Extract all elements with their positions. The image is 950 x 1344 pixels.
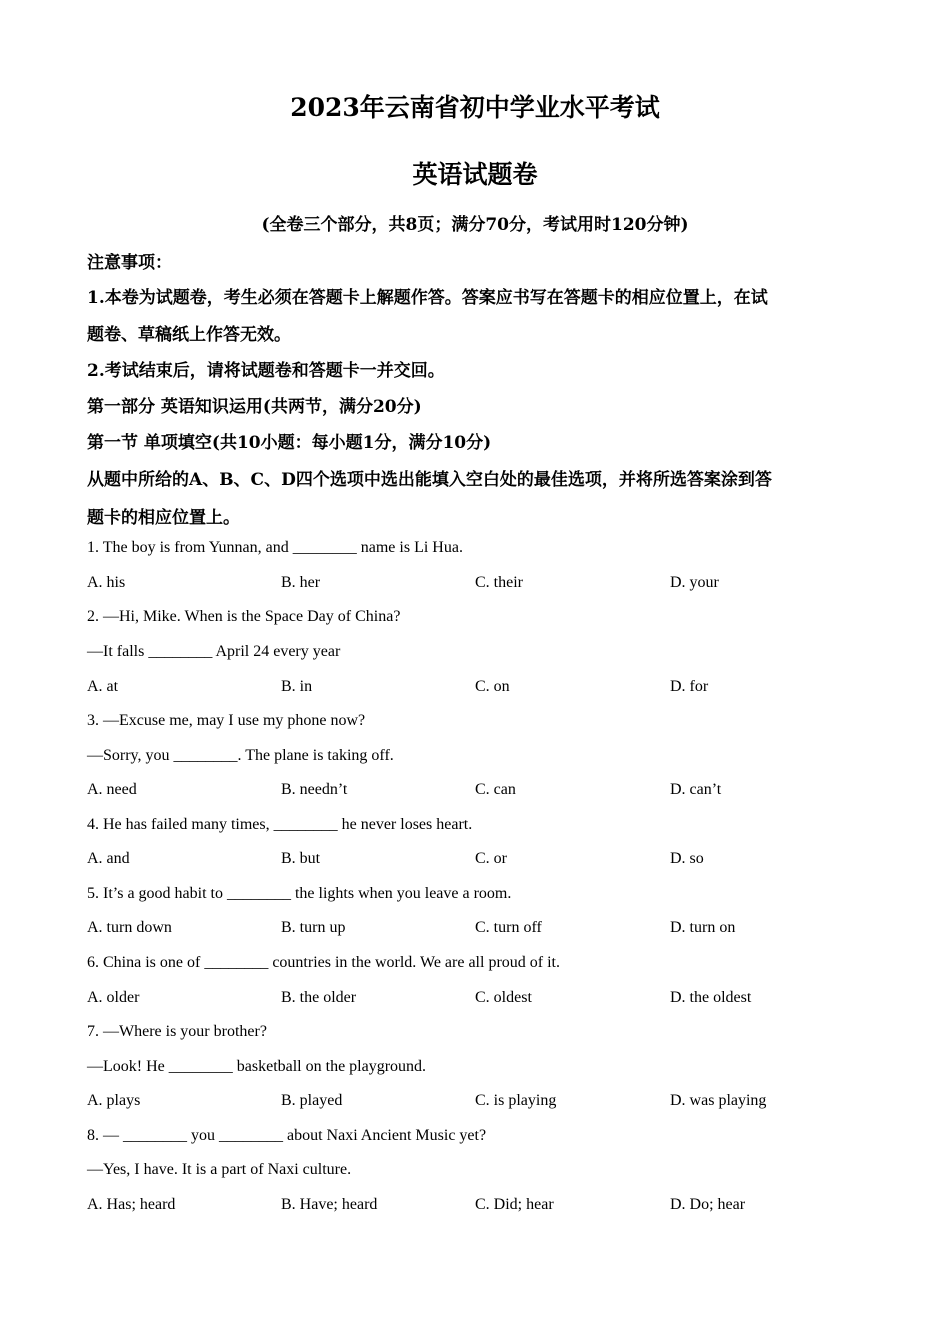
question-3-reply: —Sorry, you ________. The plane is taking off. <box>87 747 394 764</box>
question-5-option-c: C. turn off <box>475 919 542 936</box>
question-3-option-d: D. can’t <box>670 781 722 798</box>
question-8-option-a: A. Has; heard <box>87 1196 176 1213</box>
question-1-option-a: A. his <box>87 574 126 591</box>
exam-subject: 英语试题卷 <box>412 160 538 189</box>
question-6-option-c: C. oldest <box>475 989 532 1006</box>
question-2-option-a: A. at <box>87 678 119 695</box>
question-4-option-c: C. or <box>475 850 507 867</box>
question-8-option-c: C. Did; hear <box>475 1196 554 1213</box>
question-6-option-d: D. the oldest <box>670 989 752 1006</box>
question-6-stem: 6. China is one of ________ countries in the world. We are all proud of it. <box>87 954 560 971</box>
question-8-reply: —Yes, I have. It is a part of Naxi culture. <box>87 1161 352 1178</box>
question-5-option-d: D. turn on <box>670 919 736 936</box>
note-1-line-2: 题卷、草稿纸上作答无效。 <box>87 325 291 345</box>
question-1-option-b: B. her <box>281 574 321 591</box>
question-1-stem: 1. The boy is from Yunnan, and ________ name is Li Hua. <box>87 539 463 556</box>
question-7-option-b: B. played <box>281 1092 343 1109</box>
question-2-option-d: D. for <box>670 678 709 695</box>
question-8-option-b: B. Have; heard <box>281 1196 378 1213</box>
question-7-stem: 7. —Where is your brother? <box>87 1023 267 1040</box>
question-2-stem: 2. —Hi, Mike. When is the Space Day of China? <box>87 608 401 625</box>
question-3-stem: 3. —Excuse me, may I use my phone now? <box>87 712 366 729</box>
note-1-line-1: 1.本卷为试题卷，考生必须在答题卡上解题作答。答案应书写在答题卡的相应位置上，在试 <box>87 288 768 308</box>
question-3-option-c: C. can <box>475 781 516 798</box>
question-5-stem: 5. It’s a good habit to ________ the lights when you leave a room. <box>87 885 512 902</box>
question-2-reply: —It falls ________ April 24 every year <box>87 643 341 660</box>
question-3-option-a: A. need <box>87 781 137 798</box>
question-6-option-b: B. the older <box>281 989 357 1006</box>
question-7-reply: —Look! He ________ basketball on the playground. <box>87 1058 427 1075</box>
exam-title: 2023年云南省初中学业水平考试 <box>290 93 660 122</box>
part1-heading: 第一部分 英语知识运用(共两节，满分20分) <box>87 397 422 417</box>
question-5-option-a: A. turn down <box>87 919 172 936</box>
question-8-stem: 8. — ________ you ________ about Naxi Ancient Music yet? <box>87 1127 487 1144</box>
question-3-option-b: B. needn’t <box>281 781 348 798</box>
question-6-option-a: A. older <box>87 989 140 1006</box>
note-2: 2.考试结束后，请将试题卷和答题卡一并交回。 <box>87 361 445 381</box>
instruction-line-2: 题卡的相应位置上。 <box>87 508 240 528</box>
question-4-option-a: A. and <box>87 850 130 867</box>
question-5-option-b: B. turn up <box>281 919 346 936</box>
question-4-stem: 4. He has failed many times, ________ he never loses heart. <box>87 816 473 833</box>
section1-heading: 第一节 单项填空(共10小题：每小题1分，满分10分) <box>87 433 492 453</box>
instruction-line-1: 从题中所给的A、B、C、D四个选项中选出能填入空白处的最佳选项，并将所选答案涂到答 <box>87 470 772 490</box>
question-4-option-b: B. but <box>281 850 321 867</box>
question-7-option-a: A. plays <box>87 1092 141 1109</box>
question-4-option-d: D. so <box>670 850 704 867</box>
question-2-option-c: C. on <box>475 678 510 695</box>
notes-heading: 注意事项： <box>87 253 172 273</box>
question-2-option-b: B. in <box>281 678 313 695</box>
question-1-option-d: D. your <box>670 574 719 591</box>
exam-info: (全卷三个部分，共8页；满分70分，考试用时120分钟) <box>261 215 689 235</box>
question-7-option-d: D. was playing <box>670 1092 767 1109</box>
question-1-option-c: C. their <box>475 574 523 591</box>
question-7-option-c: C. is playing <box>475 1092 557 1109</box>
question-8-option-d: D. Do; hear <box>670 1196 746 1213</box>
